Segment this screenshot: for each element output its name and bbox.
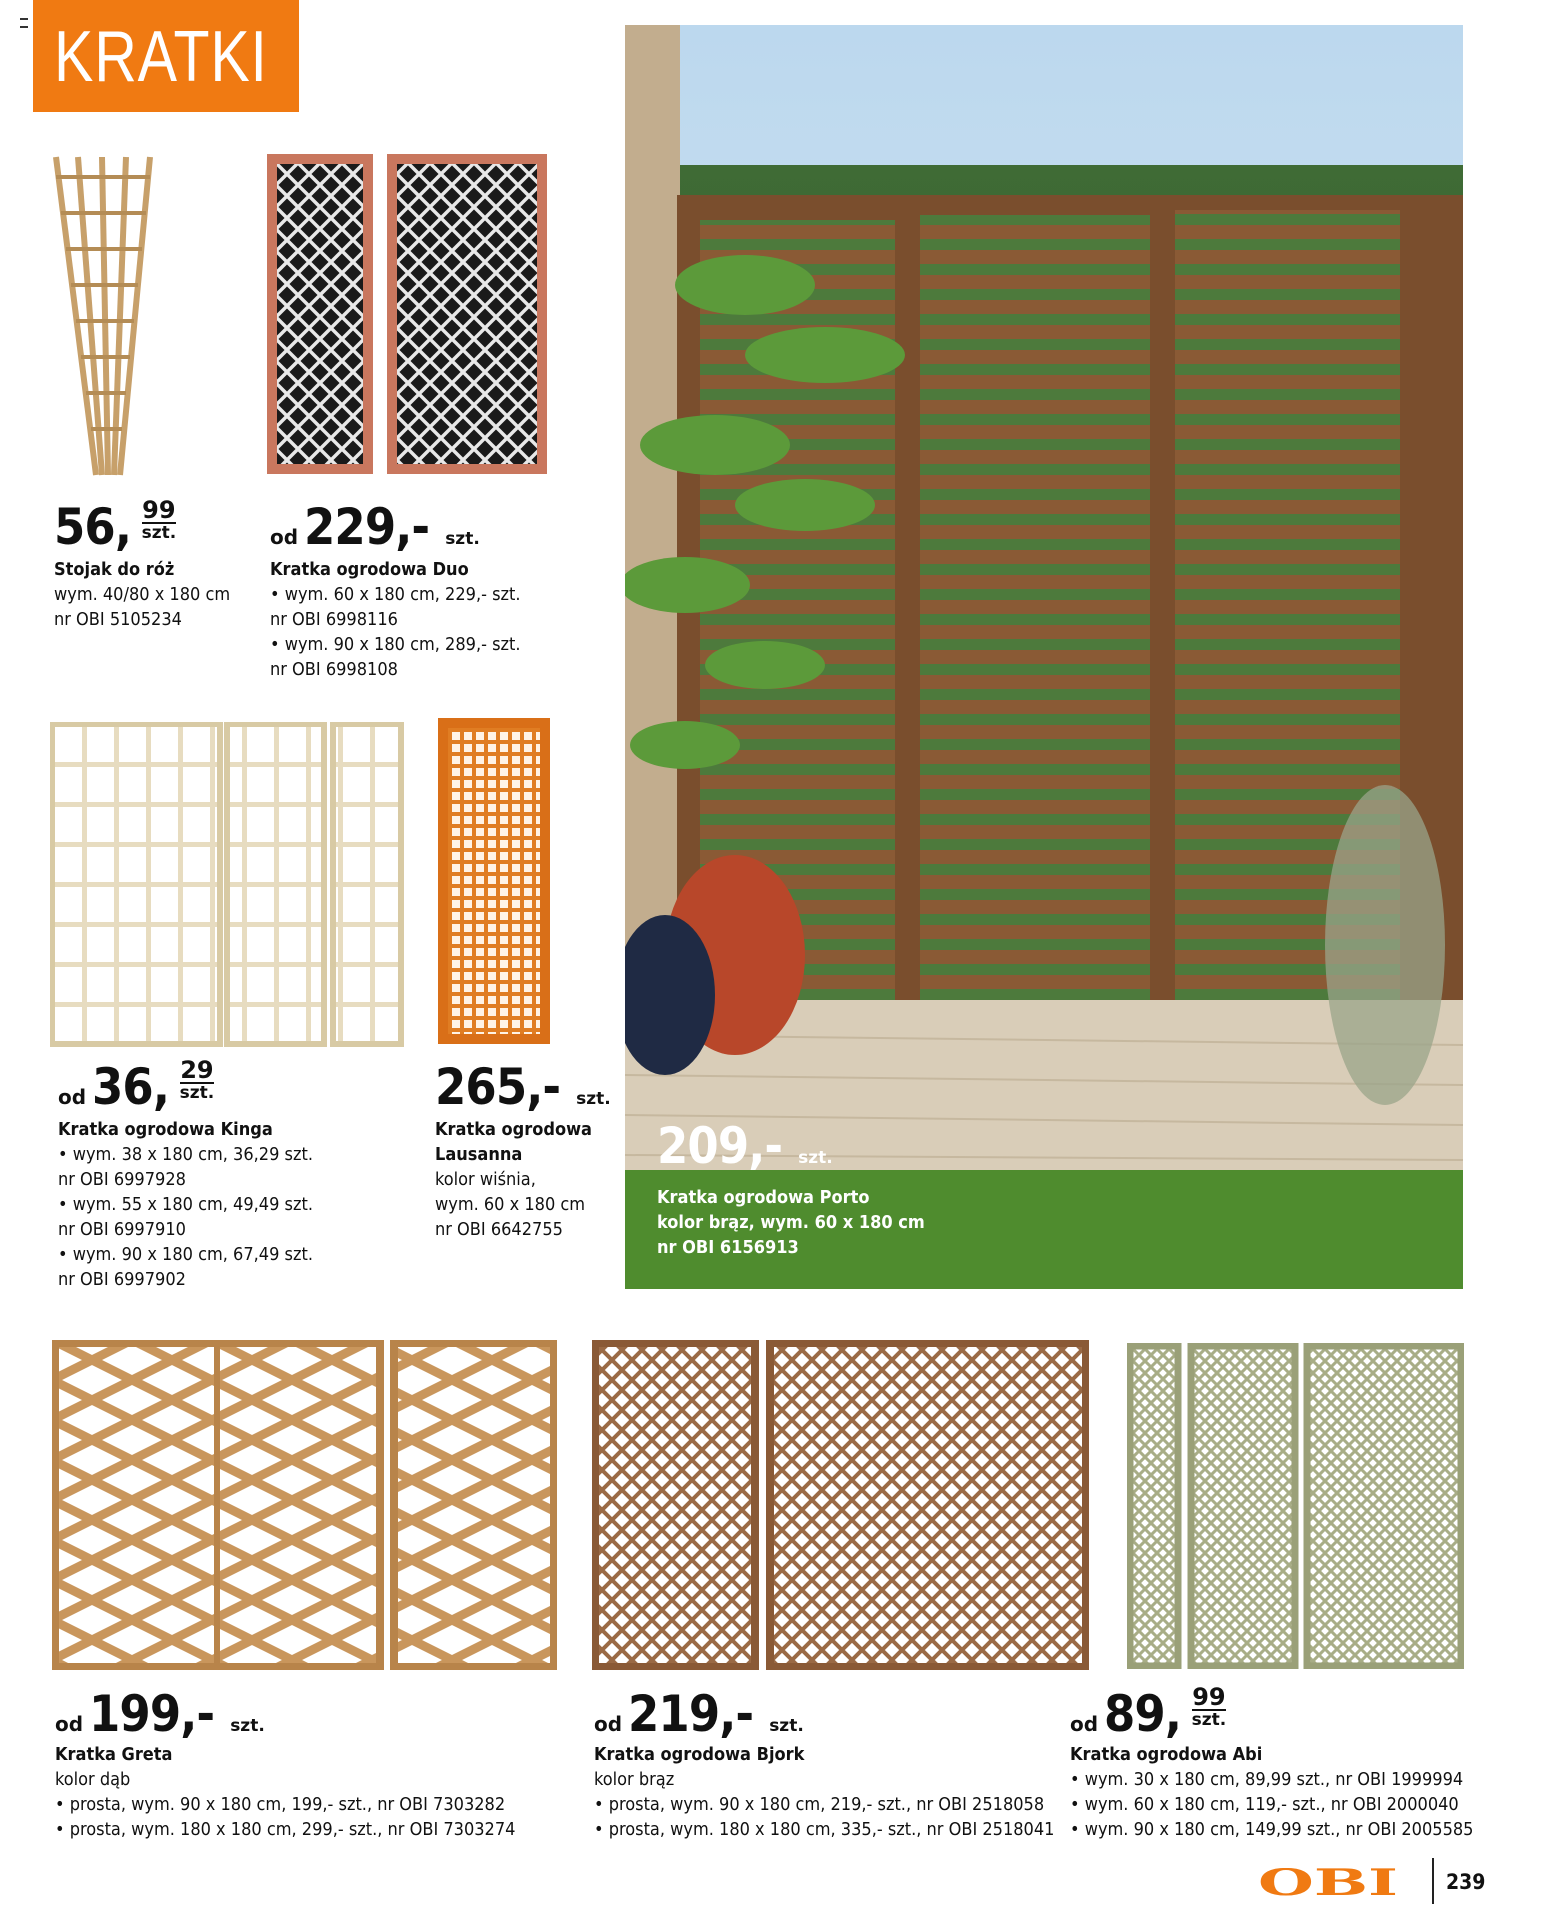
svg-text:OBI: OBI: [1258, 1868, 1398, 1898]
greta-price: od 199,- szt.: [55, 1685, 265, 1743]
stojak-description: Stojak do róż wym. 40/80 x 180 cm nr OBI 5105234: [54, 559, 231, 630]
section-title: KRATKI: [54, 17, 268, 97]
bjork-description: Kratka ogrodowa Bjork kolor brąz • prosta, wym. 90 x 180 cm, 219,- szt., nr OBI 2518058 • prosta, wym. 180 x 180 cm, 335,- szt., nr OBI 2518041: [594, 1744, 1055, 1840]
obi-logo: [1258, 1868, 1398, 1898]
bjork-price: od 219,- szt.: [594, 1685, 804, 1743]
menu-mark: [20, 18, 28, 28]
lausanna-price: 265,- szt.: [435, 1058, 611, 1116]
lausanna-trellis-image: [436, 716, 552, 1046]
greta-trellis-image: [52, 1340, 557, 1670]
abi-trellis-image: [1127, 1343, 1464, 1669]
abi-price: od 89, 99 szt.: [1070, 1683, 1227, 1743]
porto-description: Kratka ogrodowa Porto kolor brąz, wym. 60 x 180 cm nr OBI 6156913: [657, 1187, 925, 1258]
rose-trellis-image: [50, 155, 165, 480]
porto-lifestyle-photo: [625, 25, 1463, 1289]
lausanna-description: Kratka ogrodowa Lausanna kolor wiśnia, wym. 60 x 180 cm nr OBI 6642755: [435, 1119, 592, 1240]
abi-description: Kratka ogrodowa Abi • wym. 30 x 180 cm, 89,99 szt., nr OBI 1999994 • wym. 60 x 180 cm, 119,- szt., nr OBI 2000040 • wym. 90 x 180 cm, 149,99 szt., nr OBI 2005585: [1070, 1744, 1474, 1840]
page-number: 239: [1446, 1870, 1486, 1894]
kinga-price: od 36, 29 szt.: [58, 1056, 215, 1116]
kinga-trellis-image: [50, 722, 405, 1047]
stojak-price: 56, 99 szt.: [54, 496, 177, 556]
duo-trellis-image: [265, 152, 550, 477]
greta-description: Kratka Greta kolor dąb • prosta, wym. 90 x 180 cm, 199,- szt., nr OBI 7303282 • prosta, wym. 180 x 180 cm, 299,- szt., nr OBI 7303274: [55, 1744, 516, 1840]
duo-price: od 229,- szt.: [270, 498, 480, 556]
bjork-trellis-image: [592, 1340, 1089, 1670]
product-name: Stojak do róż: [54, 559, 175, 580]
page-divider: [1432, 1858, 1434, 1904]
porto-price: 209,- szt.: [657, 1117, 833, 1175]
duo-description: Kratka ogrodowa Duo • wym. 60 x 180 cm, 229,- szt. nr OBI 6998116 • wym. 90 x 180 cm, 289,- szt. nr OBI 6998108: [270, 559, 521, 680]
kinga-description: Kratka ogrodowa Kinga • wym. 38 x 180 cm, 36,29 szt. nr OBI 6997928 • wym. 55 x 180 cm, 49,49 szt. nr OBI 6997910 • wym. 90 x 180 cm, 67,49 szt. nr OBI 6997902: [58, 1119, 313, 1290]
